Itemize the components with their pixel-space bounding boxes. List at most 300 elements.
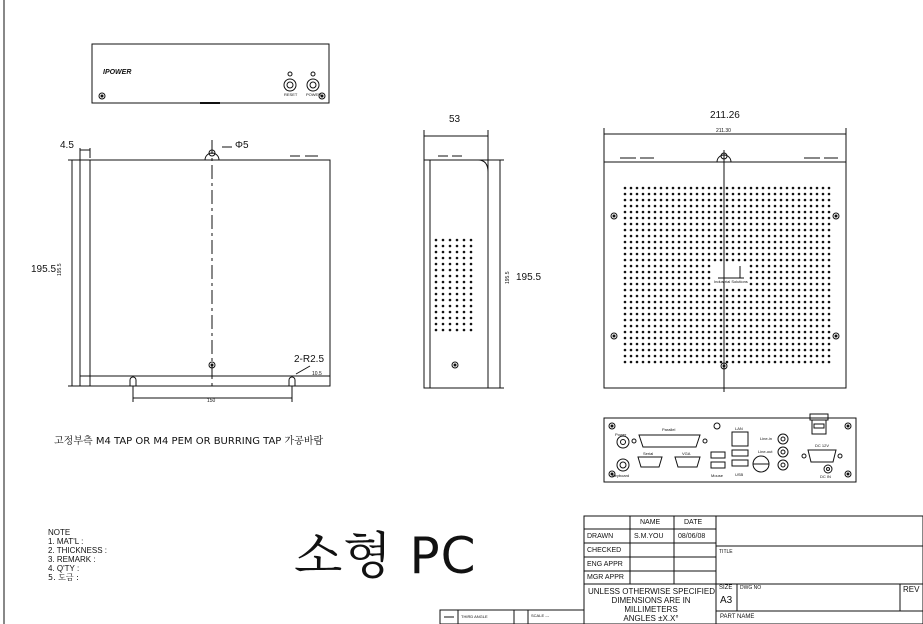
vent-hole — [828, 247, 831, 250]
vent-hole — [690, 217, 693, 220]
vent-hole — [690, 229, 693, 232]
vent-hole — [449, 299, 452, 302]
vent-hole — [756, 229, 759, 232]
vent-hole — [654, 205, 657, 208]
vent-hole — [792, 325, 795, 328]
vent-hole — [780, 259, 783, 262]
vent-hole — [449, 329, 452, 332]
vent-hole — [828, 217, 831, 220]
vent-hole — [666, 313, 669, 316]
vent-hole — [822, 331, 825, 334]
vent-hole — [828, 265, 831, 268]
vent-hole — [642, 253, 645, 256]
vent-hole — [792, 217, 795, 220]
vent-hole — [756, 253, 759, 256]
vent-hole — [726, 259, 729, 262]
vent-hole — [780, 343, 783, 346]
vent-hole — [786, 193, 789, 196]
vent-hole — [449, 317, 452, 320]
vent-hole — [756, 337, 759, 340]
vent-hole — [756, 361, 759, 364]
vent-hole — [780, 187, 783, 190]
vent-hole — [720, 301, 723, 304]
vent-hole — [449, 323, 452, 326]
vent-hole — [828, 253, 831, 256]
vent-hole — [768, 361, 771, 364]
vent-hole — [786, 211, 789, 214]
vent-hole — [768, 265, 771, 268]
vent-hole — [642, 193, 645, 196]
vent-hole — [624, 343, 627, 346]
vent-hole — [449, 311, 452, 314]
vent-hole — [660, 253, 663, 256]
vent-hole — [780, 235, 783, 238]
vent-hole — [624, 205, 627, 208]
vent-hole — [630, 193, 633, 196]
vent-hole — [702, 283, 705, 286]
hole-dim: Φ5 — [235, 140, 249, 151]
vent-hole — [774, 283, 777, 286]
vent-hole — [672, 193, 675, 196]
vent-hole — [720, 349, 723, 352]
vent-hole — [798, 193, 801, 196]
vent-hole — [768, 229, 771, 232]
vent-hole — [648, 325, 651, 328]
vent-hole — [672, 343, 675, 346]
vent-hole — [720, 193, 723, 196]
vent-hole — [648, 187, 651, 190]
vent-hole — [636, 253, 639, 256]
vent-hole — [630, 283, 633, 286]
vent-hole — [726, 313, 729, 316]
vent-hole — [726, 355, 729, 358]
vent-hole — [648, 337, 651, 340]
vent-hole — [762, 325, 765, 328]
vent-hole — [744, 229, 747, 232]
vent-hole — [708, 235, 711, 238]
vent-hole — [684, 253, 687, 256]
vent-hole — [702, 307, 705, 310]
vent-hole — [456, 323, 459, 326]
vent-hole — [822, 319, 825, 322]
vent-hole — [690, 259, 693, 262]
vent-hole — [804, 223, 807, 226]
vent-hole — [768, 337, 771, 340]
vent-hole — [708, 295, 711, 298]
vent-hole — [732, 211, 735, 214]
vent-hole — [456, 287, 459, 290]
vent-hole — [666, 259, 669, 262]
vent-hole — [828, 349, 831, 352]
vent-hole — [449, 281, 452, 284]
vent-hole — [720, 199, 723, 202]
vent-hole — [714, 211, 717, 214]
top-vent-holes — [624, 187, 831, 364]
vent-hole — [768, 319, 771, 322]
vent-hole — [828, 331, 831, 334]
vent-hole — [449, 257, 452, 260]
vent-hole — [780, 307, 783, 310]
vent-hole — [654, 355, 657, 358]
vent-hole — [816, 247, 819, 250]
vent-hole — [690, 349, 693, 352]
vent-hole — [762, 307, 765, 310]
vent-hole — [636, 313, 639, 316]
vent-hole — [804, 253, 807, 256]
vent-hole — [642, 349, 645, 352]
tb-row-label: MGR APPR — [587, 574, 624, 581]
vent-hole — [792, 349, 795, 352]
vent-hole — [648, 199, 651, 202]
vent-hole — [442, 269, 445, 272]
vent-hole — [696, 295, 699, 298]
vent-hole — [816, 211, 819, 214]
vent-hole — [435, 287, 438, 290]
vent-hole — [442, 305, 445, 308]
vent-hole — [762, 295, 765, 298]
vent-hole — [810, 235, 813, 238]
vent-hole — [720, 211, 723, 214]
vent-hole — [672, 295, 675, 298]
vent-hole — [672, 307, 675, 310]
vent-hole — [804, 235, 807, 238]
vent-hole — [744, 337, 747, 340]
vent-hole — [774, 205, 777, 208]
vent-hole — [654, 253, 657, 256]
vent-hole — [804, 289, 807, 292]
vent-hole — [702, 355, 705, 358]
vent-hole — [792, 283, 795, 286]
vent-hole — [714, 289, 717, 292]
vent-hole — [708, 247, 711, 250]
vent-hole — [660, 277, 663, 280]
vent-hole — [774, 193, 777, 196]
vent-hole — [774, 217, 777, 220]
vent-hole — [696, 235, 699, 238]
vent-hole — [666, 337, 669, 340]
vent-hole — [774, 247, 777, 250]
reset-label: RESET — [284, 92, 298, 97]
vent-hole — [666, 253, 669, 256]
vent-hole — [822, 259, 825, 262]
vent-hole — [442, 281, 445, 284]
vent-hole — [630, 349, 633, 352]
slot-dim: 2-R2.5 — [294, 354, 325, 365]
vent-hole — [768, 349, 771, 352]
vent-hole — [654, 217, 657, 220]
vent-hole — [810, 325, 813, 328]
vent-hole — [774, 265, 777, 268]
vent-hole — [636, 277, 639, 280]
vent-hole — [744, 199, 747, 202]
vent-hole — [648, 259, 651, 262]
vent-hole — [654, 349, 657, 352]
vent-hole — [780, 295, 783, 298]
vent-hole — [690, 361, 693, 364]
vent-hole — [678, 343, 681, 346]
vent-hole — [762, 343, 765, 346]
vent-hole — [660, 361, 663, 364]
vent-hole — [804, 259, 807, 262]
vent-hole — [435, 239, 438, 242]
vent-hole — [768, 271, 771, 274]
vent-hole — [732, 235, 735, 238]
vent-hole — [744, 307, 747, 310]
vent-hole — [714, 223, 717, 226]
vent-hole — [642, 343, 645, 346]
vent-hole — [660, 349, 663, 352]
vent-hole — [463, 287, 466, 290]
vent-hole — [798, 235, 801, 238]
vent-hole — [642, 247, 645, 250]
vent-hole — [822, 193, 825, 196]
vent-hole — [624, 313, 627, 316]
vent-hole — [648, 223, 651, 226]
vent-hole — [442, 257, 445, 260]
vent-hole — [768, 301, 771, 304]
vent-hole — [816, 307, 819, 310]
vent-hole — [463, 323, 466, 326]
vent-hole — [774, 223, 777, 226]
vent-hole — [708, 325, 711, 328]
vent-hole — [456, 317, 459, 320]
vent-hole — [708, 355, 711, 358]
vent-hole — [792, 253, 795, 256]
vent-hole — [750, 259, 753, 262]
lan-label: LAN — [735, 426, 743, 431]
vent-hole — [660, 205, 663, 208]
reset-button-icon — [284, 79, 296, 91]
vent-hole — [470, 287, 473, 290]
vent-hole — [822, 211, 825, 214]
vent-hole — [684, 265, 687, 268]
vent-hole — [690, 307, 693, 310]
vent-hole — [792, 259, 795, 262]
vent-hole — [696, 217, 699, 220]
vent-hole — [666, 235, 669, 238]
vent-hole — [792, 223, 795, 226]
vent-hole — [756, 193, 759, 196]
vent-hole — [828, 193, 831, 196]
vent-hole — [435, 329, 438, 332]
vent-hole — [792, 235, 795, 238]
vent-hole — [714, 301, 717, 304]
vent-hole — [744, 205, 747, 208]
vent-hole — [744, 343, 747, 346]
vent-hole — [816, 241, 819, 244]
vent-hole — [720, 295, 723, 298]
vent-hole — [720, 355, 723, 358]
vent-hole — [463, 275, 466, 278]
vent-hole — [720, 343, 723, 346]
vent-hole — [810, 199, 813, 202]
vent-hole — [768, 223, 771, 226]
vent-hole — [684, 193, 687, 196]
vent-hole — [666, 241, 669, 244]
vent-hole — [768, 295, 771, 298]
vent-hole — [762, 289, 765, 292]
vent-hole — [786, 343, 789, 346]
vent-hole — [786, 205, 789, 208]
vent-hole — [738, 289, 741, 292]
vent-hole — [714, 349, 717, 352]
vent-hole — [798, 295, 801, 298]
vent-hole — [822, 289, 825, 292]
vent-hole — [810, 229, 813, 232]
vent-hole — [804, 217, 807, 220]
vent-hole — [726, 229, 729, 232]
vent-hole — [630, 355, 633, 358]
vent-hole — [678, 325, 681, 328]
vent-hole — [732, 289, 735, 292]
vent-hole — [630, 343, 633, 346]
vent-hole — [822, 307, 825, 310]
vent-hole — [672, 277, 675, 280]
vent-hole — [636, 193, 639, 196]
vent-hole — [768, 199, 771, 202]
vent-hole — [672, 319, 675, 322]
power-button-icon — [307, 79, 319, 91]
vent-hole — [648, 289, 651, 292]
vent-hole — [750, 313, 753, 316]
vent-hole — [714, 241, 717, 244]
vent-hole — [774, 331, 777, 334]
vent-hole — [696, 211, 699, 214]
vent-hole — [804, 283, 807, 286]
vent-hole — [714, 229, 717, 232]
vent-hole — [636, 259, 639, 262]
vent-hole — [828, 205, 831, 208]
vent-hole — [636, 337, 639, 340]
vent-hole — [654, 193, 657, 196]
vent-hole — [750, 217, 753, 220]
depth-height-small: 195.5 — [505, 271, 511, 284]
vent-hole — [630, 307, 633, 310]
vent-hole — [630, 241, 633, 244]
vent-hole — [774, 301, 777, 304]
vent-hole — [762, 283, 765, 286]
vent-hole — [786, 259, 789, 262]
vent-hole — [636, 319, 639, 322]
vent-hole — [636, 241, 639, 244]
vent-hole — [678, 187, 681, 190]
vent-hole — [774, 259, 777, 262]
vent-hole — [470, 281, 473, 284]
vent-hole — [810, 259, 813, 262]
vent-hole — [816, 217, 819, 220]
note-item: 3. REMARK : — [48, 555, 96, 564]
vent-hole — [678, 235, 681, 238]
vent-hole — [666, 229, 669, 232]
vent-hole — [708, 289, 711, 292]
vent-hole — [636, 349, 639, 352]
usb-port-b-icon — [711, 462, 725, 468]
vent-hole — [792, 301, 795, 304]
vent-hole — [636, 343, 639, 346]
vent-hole — [702, 205, 705, 208]
vent-hole — [690, 313, 693, 316]
vent-hole — [714, 355, 717, 358]
vent-hole — [798, 265, 801, 268]
vent-hole — [630, 337, 633, 340]
dc12v-label: DC 12V — [815, 443, 830, 448]
keyboard-label: Keyboard — [612, 473, 630, 478]
vent-hole — [756, 307, 759, 310]
vent-hole — [798, 355, 801, 358]
vent-hole — [678, 211, 681, 214]
vent-hole — [690, 355, 693, 358]
vent-hole — [702, 235, 705, 238]
vent-hole — [696, 283, 699, 286]
tolerance-line: MILLIMETERS — [624, 605, 678, 614]
vent-hole — [768, 313, 771, 316]
vga-label: VGA — [682, 451, 691, 456]
vent-hole — [768, 343, 771, 346]
vent-hole — [660, 289, 663, 292]
vent-hole — [792, 319, 795, 322]
vent-hole — [435, 263, 438, 266]
vent-hole — [714, 187, 717, 190]
vent-hole — [684, 217, 687, 220]
vent-hole — [750, 211, 753, 214]
vent-hole — [630, 235, 633, 238]
vent-hole — [636, 223, 639, 226]
vent-hole — [463, 263, 466, 266]
vent-hole — [780, 277, 783, 280]
vent-hole — [648, 331, 651, 334]
projection-label: THIRD ANGLE — [461, 614, 488, 619]
vent-hole — [732, 217, 735, 220]
vent-hole — [678, 349, 681, 352]
vent-hole — [654, 223, 657, 226]
vent-hole — [470, 299, 473, 302]
vent-hole — [774, 319, 777, 322]
vent-hole — [636, 295, 639, 298]
vent-hole — [684, 211, 687, 214]
vent-hole — [810, 223, 813, 226]
vent-hole — [750, 223, 753, 226]
tb-row-date: 08/06/08 — [678, 533, 706, 540]
vent-hole — [804, 319, 807, 322]
vent-hole — [660, 295, 663, 298]
vent-hole — [630, 247, 633, 250]
vent-hole — [720, 247, 723, 250]
vent-hole — [738, 253, 741, 256]
vent-hole — [810, 277, 813, 280]
tb-row-label: CHECKED — [587, 547, 622, 554]
vent-hole — [798, 289, 801, 292]
vent-hole — [816, 265, 819, 268]
vent-hole — [726, 217, 729, 220]
vent-hole — [828, 199, 831, 202]
vent-hole — [792, 205, 795, 208]
vent-hole — [654, 289, 657, 292]
vent-hole — [726, 349, 729, 352]
vent-hole — [738, 235, 741, 238]
tb-row-label: DRAWN — [587, 533, 614, 540]
vent-hole — [672, 247, 675, 250]
vent-hole — [470, 257, 473, 260]
vent-hole — [738, 211, 741, 214]
vent-hole — [660, 241, 663, 244]
vent-hole — [654, 271, 657, 274]
drawing-title: 소형 PC — [294, 527, 477, 585]
vent-hole — [660, 325, 663, 328]
vent-hole — [720, 253, 723, 256]
vent-hole — [726, 331, 729, 334]
vent-hole — [720, 337, 723, 340]
vent-hole — [810, 337, 813, 340]
